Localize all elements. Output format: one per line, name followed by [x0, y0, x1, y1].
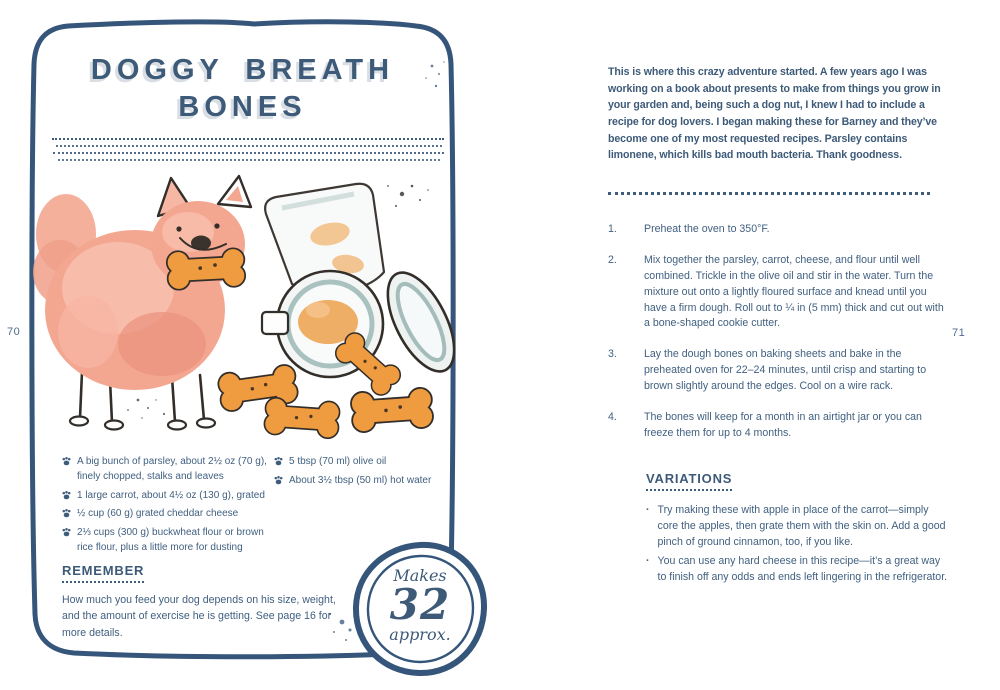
- paw-icon: [62, 528, 71, 537]
- ingredient-text: 1 large carrot, about 4½ oz (130 g), grated: [77, 489, 265, 501]
- ingredient-item: [62, 526, 274, 556]
- paw-icon: [274, 457, 283, 466]
- variations-heading: VARIATIONS: [646, 471, 732, 491]
- bullet-dot: ·: [646, 504, 650, 516]
- ingredient-item: [62, 455, 274, 485]
- paw-icon: [62, 491, 71, 500]
- badge-text: [351, 540, 489, 678]
- step-item: [608, 347, 946, 395]
- ingredients-column-2: [274, 455, 454, 493]
- badge-approx-label: approx.: [389, 625, 451, 644]
- ingredient-item: [274, 455, 454, 470]
- recipe-title-line1: DOGGY BREATH: [90, 54, 395, 86]
- ingredient-text: 2⅓ cups (300 g) buckwheat flour or brown rice flour, plus a little more for dusting: [77, 527, 264, 553]
- paw-icon: [62, 457, 71, 466]
- ingredient-item: [62, 507, 274, 522]
- variation-item: [646, 554, 948, 586]
- recipe-intro-paragraph: This is where this crazy adventure started. A few years ago I was working on a book about presents to make from things you grow in your garden and, being such a dog nut, I knew I had to include a recipe for dog lovers. I began making these for Barney and they’ve become one of my most requested recipes. Parsley contains limonene, which kills bad mouth bacteria. Thank goodness.: [608, 66, 941, 162]
- page-number-right: 71: [952, 327, 966, 339]
- makes-badge: [351, 540, 489, 678]
- recipe-title: [30, 52, 455, 126]
- dotted-divider: [608, 192, 930, 195]
- badge-makes-label: Makes: [393, 566, 447, 585]
- step-number: 3.: [608, 348, 617, 361]
- method-steps: [608, 222, 946, 457]
- variation-text: You can use any hard cheese in this recipe—it’s a great way to finish off any odds and ends left lingering in the refrigerator.: [657, 554, 948, 583]
- step-number: 1.: [608, 223, 617, 235]
- ingredient-text: ½ cup (60 g) grated cheddar cheese: [77, 508, 239, 520]
- remember-note: [62, 562, 340, 641]
- step-text: The bones will keep for a month in an airtight jar or you can freeze them for up to 4 months.: [644, 411, 922, 439]
- step-item: [608, 222, 946, 238]
- variation-item: [646, 503, 948, 551]
- step-number: 4.: [608, 411, 617, 424]
- ingredient-item: [274, 474, 454, 489]
- page-number-left: 70: [7, 326, 21, 338]
- dotted-divider-block: [52, 138, 444, 166]
- paw-icon: [274, 476, 283, 485]
- badge-quantity: 32: [389, 580, 451, 629]
- remember-body: How much you feed your dog depends on his size, weight, and the amount of exercise he is getting. See page 16 for more details.: [62, 594, 336, 639]
- step-text: Lay the dough bones on baking sheets and bake in the preheated oven for 22–24 minutes, until crisp and starting to brown slightly around the edges. Cool on a wire rack.: [644, 348, 927, 393]
- step-text: Preheat the oven to 350°F.: [644, 223, 770, 235]
- variations-list: [646, 503, 948, 585]
- remember-heading: REMEMBER: [62, 563, 144, 583]
- recipe-title-line2: BONES: [178, 91, 307, 123]
- ingredient-text: About 3½ tbsp (50 ml) hot water: [289, 474, 432, 486]
- step-number: 2.: [608, 253, 617, 266]
- ingredients-column-1: [62, 455, 274, 560]
- step-item: [608, 253, 946, 332]
- ingredient-text: 5 tbsp (70 ml) olive oil: [289, 456, 387, 467]
- variations-section: [646, 470, 948, 588]
- dog-illustration: [33, 176, 251, 430]
- step-item: [608, 410, 946, 442]
- dog-and-jar-illustration: [30, 172, 460, 446]
- variation-text: Try making these with apple in place of the carrot—simply core the apples, then grate them with the skin on. Add a good pinch of ground cinnamon, too, if you like.: [657, 504, 946, 548]
- step-text: Mix together the parsley, carrot, cheese, and flour until well combined. Trickle in the olive oil and stir in the water. Turn the mixture out onto a lightly floured surface and knead until you have a firm dough. Roll out to ¼ in (5 mm) thick and cut out with a bone-shaped cookie cutter.: [644, 253, 944, 330]
- ingredient-text: A big bunch of parsley, about 2½ oz (70 g), finely chopped, stalks and leaves: [77, 456, 267, 482]
- paw-icon: [62, 509, 71, 518]
- ingredient-item: [62, 489, 274, 504]
- bullet-dot: ·: [646, 554, 650, 567]
